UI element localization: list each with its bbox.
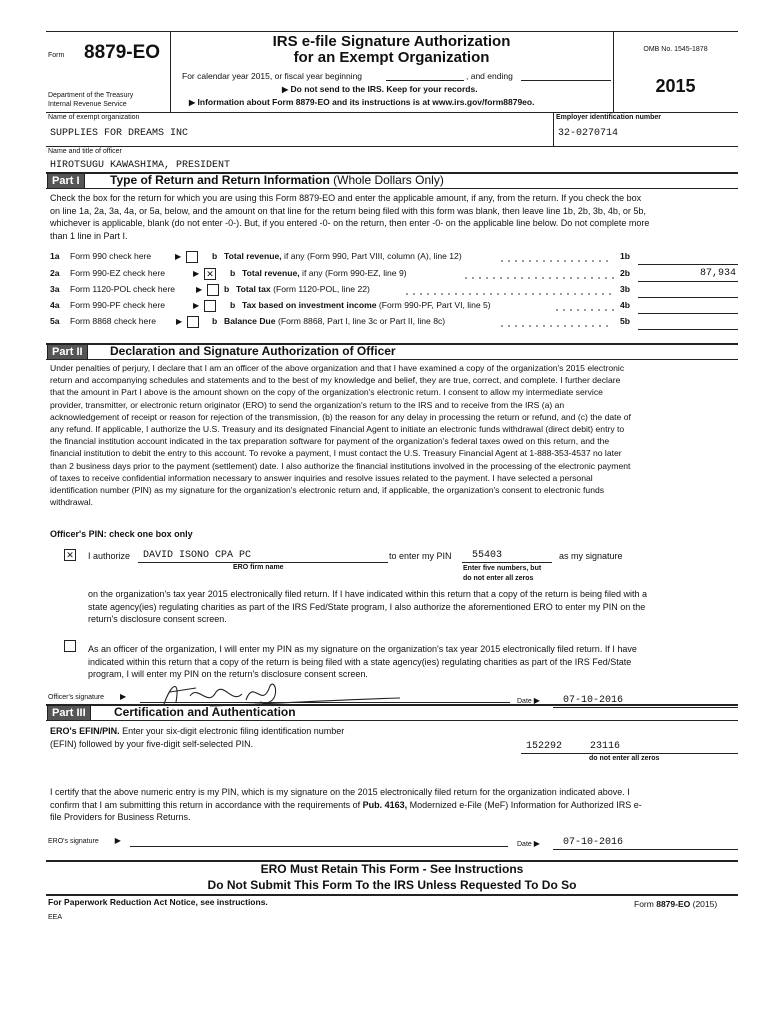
officer-signature-label: Officer's signature ▶ — [48, 692, 127, 701]
dot-leader — [500, 324, 614, 328]
form-reference: Form 8879-EO (2015) — [634, 899, 718, 909]
ero-signature-label: ERO's signature ▶ — [48, 836, 121, 845]
ero-authorize-checkbox[interactable]: ✕ — [64, 549, 76, 561]
certify-text: I certify that the above numeric entry is my PIN, which is my signature on the 2015 electronically filed return for the organization indicated above. I confirm that I am submitting this return in accordance with the requirements of Pub. 4163, Modernized e-File (MeF) Information for Authorized IRS e-file Providers for Business Returns. — [50, 787, 642, 822]
dot-leader — [555, 308, 614, 312]
efin-value[interactable]: 152292 — [526, 741, 563, 752]
do-not-submit-notice: Do Not Submit This Form To the IRS Unless Requested To Do So — [207, 878, 577, 892]
do-not-send-notice: ▶ Do not send to the IRS. Keep for your records. — [282, 84, 478, 94]
arrow-icon: ▶ — [176, 317, 183, 326]
line-check-label: Form 990-PF check here — [70, 300, 166, 310]
form-number: 8879-EO — [84, 42, 161, 63]
line-check-label: Form 8868 check here — [70, 316, 156, 326]
as-signature-label: as my signature — [559, 551, 623, 561]
line-number: 2a — [50, 268, 60, 278]
and-ending-label: , and ending — [466, 71, 513, 81]
dot-leader — [464, 276, 614, 280]
line-ref: 2b — [620, 268, 631, 278]
ero-firm-name[interactable]: DAVID ISONO CPA PC — [143, 550, 252, 561]
part2-label: Part II — [47, 344, 88, 360]
line-number: 5a — [50, 316, 60, 326]
form-title-line2: for an Exempt Organization — [293, 49, 490, 66]
line-description: Tax based on investment income (Form 990-PF, Part VI, line 5) — [242, 300, 491, 310]
line-ref: 3b — [620, 284, 631, 294]
arrow-icon: ▶ — [193, 269, 200, 278]
part1-intro: Check the box for the return for which you are using this Form 8879-EO and enter the applicable amount, if any, from the return. If you check the box on line 1a, 2a, 3a, 4a, or 5a, below, and the amount on that line for the return being filed with this form was blank, then leave line 1b, 2b, 3b, 4b, or 5b, whichever is applicable, blank (do not enter -0-). But, if you entered -0- on the return, then enter -0- on the applicable line below. Do not complete more than 1 line in Part I. — [50, 193, 650, 241]
return-type-checkbox-3a[interactable] — [207, 284, 219, 296]
officer-pin-heading: Officer's PIN: check one box only — [50, 529, 193, 539]
dot-leader — [500, 259, 614, 263]
org-name-value[interactable]: SUPPLIES FOR DREAMS INC — [50, 128, 189, 139]
info-line: ▶ Information about Form 8879-EO and its instructions is at www.irs.gov/form8879eo. — [189, 97, 535, 107]
line-description: Total tax (Form 1120-POL, line 22) — [236, 284, 370, 294]
line-check-label: Form 990-EZ check here — [70, 268, 166, 278]
ein-value[interactable]: 32-0270714 — [558, 128, 619, 139]
line-description: Balance Due (Form 8868, Part I, line 3c or Part II, line 8c) — [224, 316, 446, 326]
return-type-checkbox-5a[interactable] — [187, 316, 199, 328]
line-b-marker: b — [224, 284, 230, 294]
form-title-line1: IRS e-file Signature Authorization — [272, 33, 511, 50]
officer-pin-value[interactable]: 55403 — [472, 550, 503, 561]
arrow-icon: ▶ — [193, 301, 200, 310]
ero-date-label: Date ▶ — [517, 839, 540, 848]
arrow-icon: ▶ — [175, 252, 182, 261]
line-b-marker: b — [230, 300, 236, 310]
officer-date-label: Date ▶ — [517, 696, 540, 705]
part1-line-4a — [0, 300, 770, 314]
ero-date-value[interactable]: 07-10-2016 — [563, 837, 624, 848]
arrow-icon: ▶ — [196, 285, 203, 294]
part1-line-1a — [0, 251, 770, 265]
line-number: 3a — [50, 284, 60, 294]
pin-note2: do not enter all zeros — [463, 575, 534, 582]
line-b-marker: b — [230, 268, 236, 278]
line-ref: 5b — [620, 316, 631, 326]
omb-number: OMB No. 1545-1878 — [643, 46, 708, 53]
eea-label: EEA — [48, 914, 63, 921]
officer-enter-pin-checkbox[interactable] — [64, 640, 76, 652]
line-check-label: Form 1120-POL check here — [70, 284, 176, 294]
efin-instructions: ERO's EFIN/PIN. Enter your six-digit electronic filing identification number (EFIN) followed by your five-digit self-selected PIN. — [50, 726, 345, 749]
dept-line1: Department of the Treasury — [48, 92, 134, 99]
ero-pin-note: do not enter all zeros — [589, 755, 660, 762]
line-number: 1a — [50, 251, 60, 261]
ero-pin-value[interactable]: 23116 — [590, 741, 621, 752]
line-ref: 1b — [620, 251, 631, 261]
part2-title: Declaration and Signature Authorization of Officer — [110, 344, 396, 358]
line-number: 4a — [50, 300, 60, 310]
authorize-prefix: I authorize — [88, 551, 131, 561]
pin-note1: Enter five numbers, but — [463, 565, 542, 572]
line-b-marker: b — [212, 316, 218, 326]
officer-date-value[interactable]: 07-10-2016 — [563, 695, 624, 706]
officer-label: Name and title of officer — [48, 148, 122, 155]
ero-signature-line[interactable] — [130, 846, 508, 847]
calendar-year-label: For calendar year 2015, or fiscal year beginning — [182, 71, 363, 81]
return-type-checkbox-4a[interactable] — [204, 300, 216, 312]
org-name-label: Name of exempt organization — [48, 114, 140, 121]
to-enter-pin-label: to enter my PIN — [389, 551, 452, 561]
part1-title: Type of Return and Return Information (Whole Dollars Only) — [110, 173, 444, 187]
declaration-text: Under penalties of perjury, I declare that I am an officer of the above organization and that I have examined a copy of the organization's 2015 electronic return and accompanying schedules and statements and to the best of my knowledge and belief, they are true, correct, and complete. I further declare that the amount in Part I above is the amount shown on the copy of the organization's electronic return. I consent to allow my intermediate service provider, transmitter, or electronic return originator (ERO) to send the organization's return to the IRS and to receive from the IRS (a) an acknowledgement of receipt or reason for rejection of the transmission, (b) the reason for any delay in processing the return or refund, and (c) the date of any refund. If applicable, I authorize the U.S. Treasury and its designated Financial Agent to initiate an electronic funds withdrawal (direct debit) entry to the financial institution account indicated in the tax preparation software for payment of the organization's federal taxes owed on this return, and the financial institution to debit the entry to this account. To revoke a payment, I must contact the U.S. Treasury Financial Agent at 1-888-353-4537 no later than 2 business days prior to the payment (settlement) date. I also authorize the financial institutions involved in the processing of the electronic payment of taxes to receive confidential information necessary to answer inquiries and resolve issues related to the payment. I have selected a personal identification number (PIN) as my signature for the organization's electronic return and, if applicable, the organization's consent to electronic funds withdrawal. — [50, 363, 631, 508]
part3-title: Certification and Authentication — [114, 705, 296, 719]
officer-value[interactable]: HIROTSUGU KAWASHIMA, PRESIDENT — [50, 160, 231, 171]
line-check-label: Form 990 check here — [70, 251, 152, 261]
tax-year: 2015 — [655, 76, 696, 96]
option1-text: on the organization's tax year 2015 electronically filed return. If I have indicated within this return that a copy of the return is being filed with a state agency(ies) regulating charities as part of the IRS Fed/State program, I also authorize the aforementioned ERO to enter my PIN on the return's disclosure consent screen. — [88, 589, 648, 624]
dot-leader — [405, 292, 614, 296]
line-ref: 4b — [620, 300, 631, 310]
line-description: Total revenue, if any (Form 990-EZ, line 9) — [242, 268, 407, 278]
form-prefix: Form — [48, 52, 65, 59]
return-type-checkbox-2a[interactable]: ✕ — [204, 268, 216, 280]
return-type-checkbox-1a[interactable] — [186, 251, 198, 263]
option2-text: As an officer of the organization, I will enter my PIN as my signature on the organization's tax year 2015 electronically filed return. If I have indicated within this return that a copy of the return is being filed with a state agency(ies) regulating charities as part of the IRS Fed/State program, I will enter my PIN on the return's disclosure consent screen. — [88, 644, 637, 679]
part1-line-5a — [0, 316, 770, 330]
paperwork-notice: For Paperwork Reduction Act Notice, see instructions. — [48, 897, 268, 907]
ein-label: Employer identification number — [556, 114, 662, 121]
ero-retain-notice: ERO Must Retain This Form - See Instructions — [260, 862, 524, 876]
line-b-marker: b — [212, 251, 218, 261]
part3-label: Part III — [47, 705, 91, 721]
ero-firm-label: ERO firm name — [233, 564, 284, 571]
part1-label: Part I — [47, 173, 85, 189]
dept-line2: Internal Revenue Service — [48, 101, 127, 108]
part1-line-2a — [0, 268, 770, 282]
line-description: Total revenue, if any (Form 990, Part VIII, column (A), line 12) — [224, 251, 462, 261]
part1-line-3a — [0, 284, 770, 298]
fiscal-end-field[interactable] — [521, 80, 611, 81]
line-amount[interactable]: 87,934 — [699, 268, 736, 279]
fiscal-begin-field[interactable] — [386, 80, 464, 81]
